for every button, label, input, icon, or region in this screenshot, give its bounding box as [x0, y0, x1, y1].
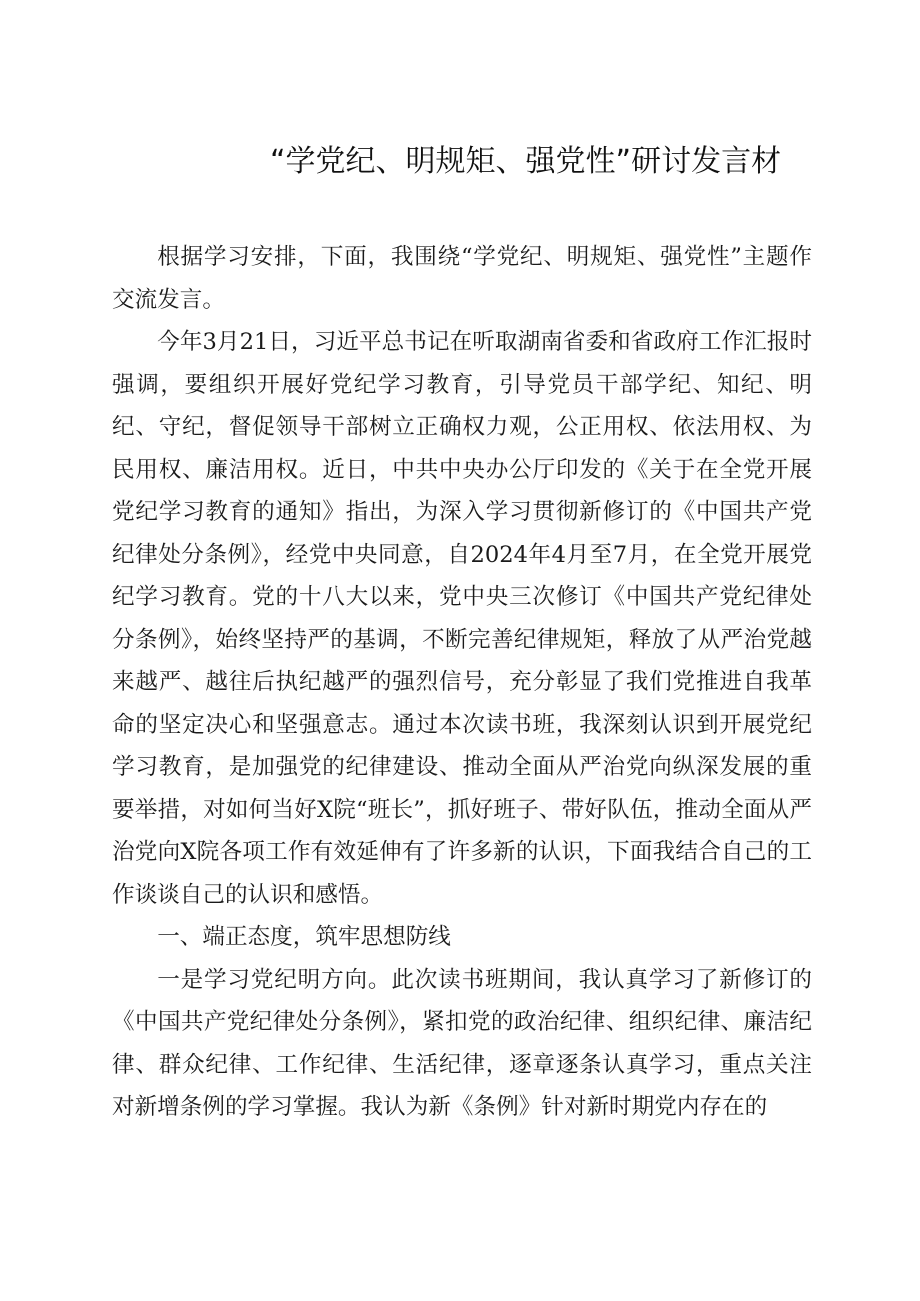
- section-heading-1: 一、端正态度，筑牢思想防线: [157, 924, 451, 950]
- paragraph-study: 一是学习党纪明方向。此次读书班期间，我认真学习了新修订的《中国共产党纪律处分条例》，紧扣党的政治纪律、组织纪律、廉洁纪律、群众纪律、工作纪律、生活纪律，逐章逐条认真学习，重点关注对新增条例的学习掌握。我认为新《条例》针对新时期党内存在的: [112, 966, 812, 1120]
- paragraph-intro: 根据学习安排，下面，我围绕“学党纪、明规矩、强党性”主题作交流发言。: [112, 244, 812, 313]
- document-title: “学党纪、明规矩、强党性”研讨发言材: [270, 144, 782, 179]
- paragraph-background: 今年3月21日，习近平总书记在听取湖南省委和省政府工作汇报时强调，要组织开展好党纪学习教育，引导党员干部学纪、知纪、明纪、守纪，督促领导干部树立正确权力观，公正用权、依法用权、为民用权、廉洁用权。近日，中共中央办公厅印发的《关于在全党开展党纪学习教育的通知》指出，为深入学习贯彻新修订的《中国共产党纪律处分条例》，经党中央同意，自2024年4月至7月，在全党开展党纪学习教育。党的十八大以来，党中央三次修订《中国共产党纪律处分条例》，始终坚持严的基调，不断完善纪律规矩，释放了从严治党越来越严、越往后执纪越严的强烈信号，充分彰显了我们党推进自我革命的坚定决心和坚强意志。通过本次读书班，我深刻认识到开展党纪学习教育，是加强党的纪律建设、推动全面从严治党向纵深发展的重要举措，对如何当好X院“班长”，抓好班子、带好队伍，推动全面从严治党向X院各项工作有效延伸有了许多新的认识，下面我结合自己的工作谈谈自己的认识和感悟。: [112, 329, 812, 908]
- document-body: [112, 236, 812, 1129]
